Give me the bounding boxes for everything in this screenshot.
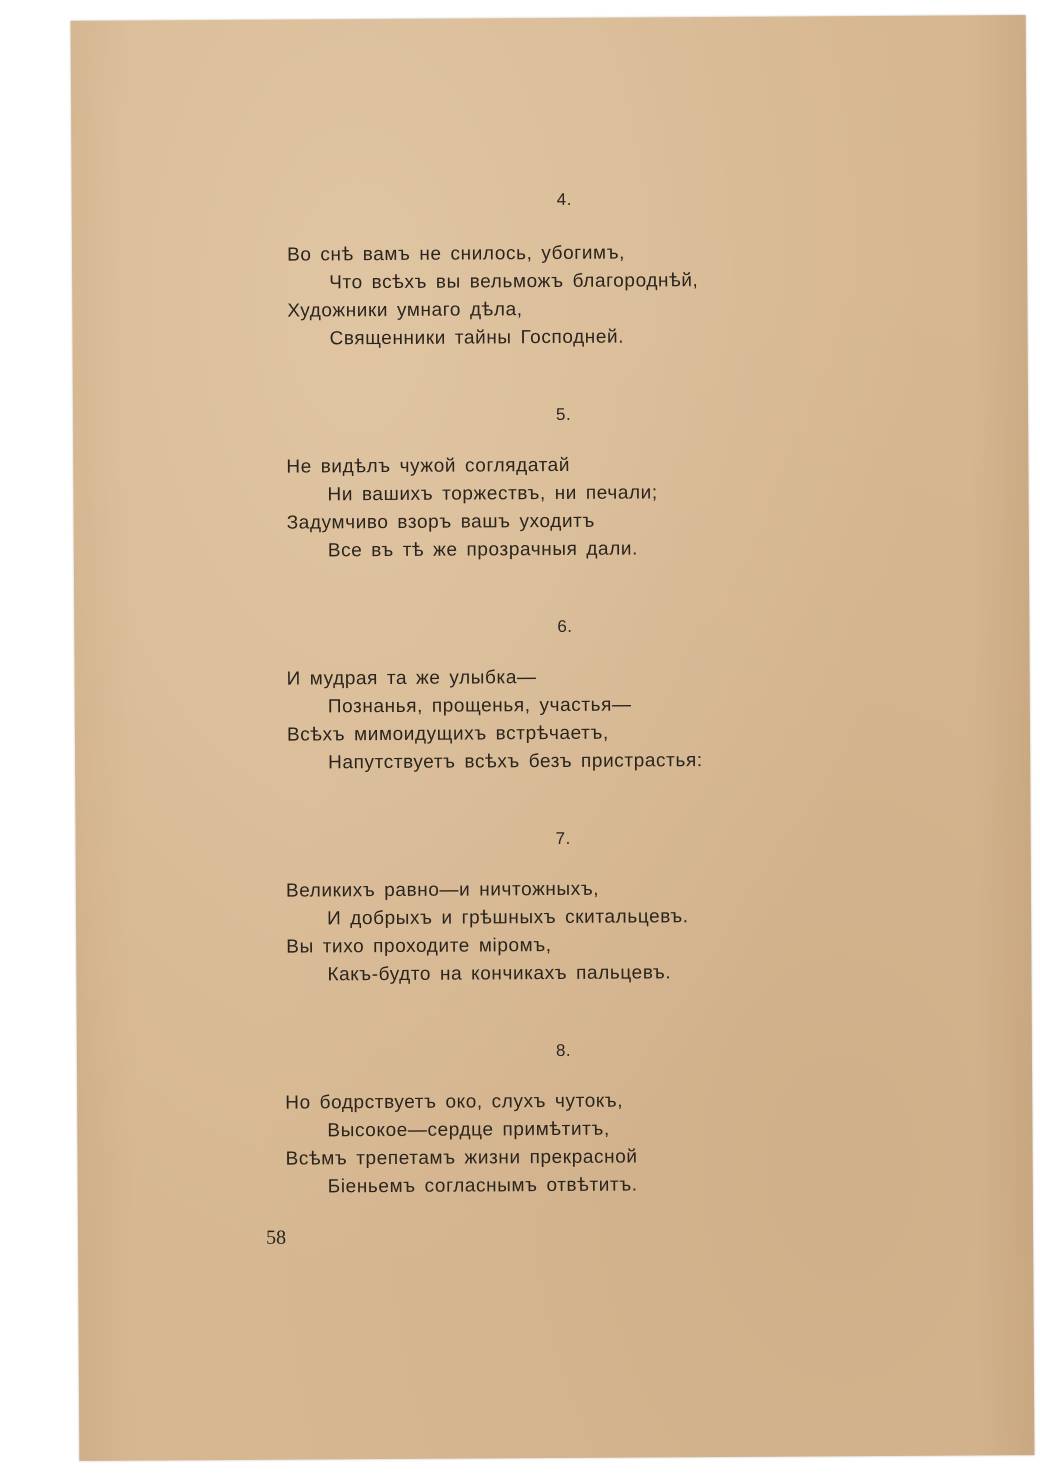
poem-line: Ни вашихъ торжествъ, ни печали; <box>327 482 658 506</box>
poem-line: Художники умнаго дѣла, <box>287 299 523 322</box>
poem-line: Священники тайны Господней. <box>329 326 625 350</box>
poem-line: Что всѣхъ вы вельможъ благороднѣй, <box>329 270 699 294</box>
poem-line: Но бодрствуетъ око, слухъ чутокъ, <box>285 1090 624 1114</box>
page-number: 58 <box>265 1226 287 1249</box>
stanza-number: 5. <box>555 404 572 424</box>
poem-line: И добрыхъ и грѣшныхъ скитальцевъ. <box>327 906 689 930</box>
poem-line: Высокое—сердце примѣтитъ, <box>327 1118 610 1142</box>
poem-line: Познанья, прощенья, участья— <box>327 694 632 718</box>
stanza-number: 7. <box>555 828 571 848</box>
stanza-number: 6. <box>557 616 573 636</box>
poem-line: Вы тихо проходите міромъ, <box>286 935 552 958</box>
poem-line: Какъ-будто на кончикахъ пальцевъ. <box>327 962 672 986</box>
poem-line: Задумчиво взоръ вашъ уходитъ <box>286 510 595 534</box>
poem-line: Біеньемъ согласнымъ отвѣтитъ. <box>327 1174 638 1198</box>
poem-line: И мудрая та же улыбка— <box>286 667 537 690</box>
poem-line: Великихъ равно—и ничтожныхъ, <box>285 878 600 902</box>
poem-line: Напутствуетъ всѣхъ безъ пристрастья: <box>328 750 703 774</box>
stanza-number: 8. <box>555 1040 572 1060</box>
poem-line: Во снѣ вамъ не снилось, убогимъ, <box>286 242 626 266</box>
poem-line: Все въ тѣ же прозрачныя дали. <box>327 538 639 562</box>
poem-line: Всѣмъ трепетамъ жизни прекрасной <box>285 1146 638 1170</box>
poem-line: Не видѣлъ чужой соглядатай <box>286 454 571 478</box>
book-page <box>71 15 1035 1461</box>
poem-line: Всѣхъ мимоидущихъ встрѣчаетъ, <box>286 722 609 746</box>
stanza-number: 4. <box>556 189 572 209</box>
